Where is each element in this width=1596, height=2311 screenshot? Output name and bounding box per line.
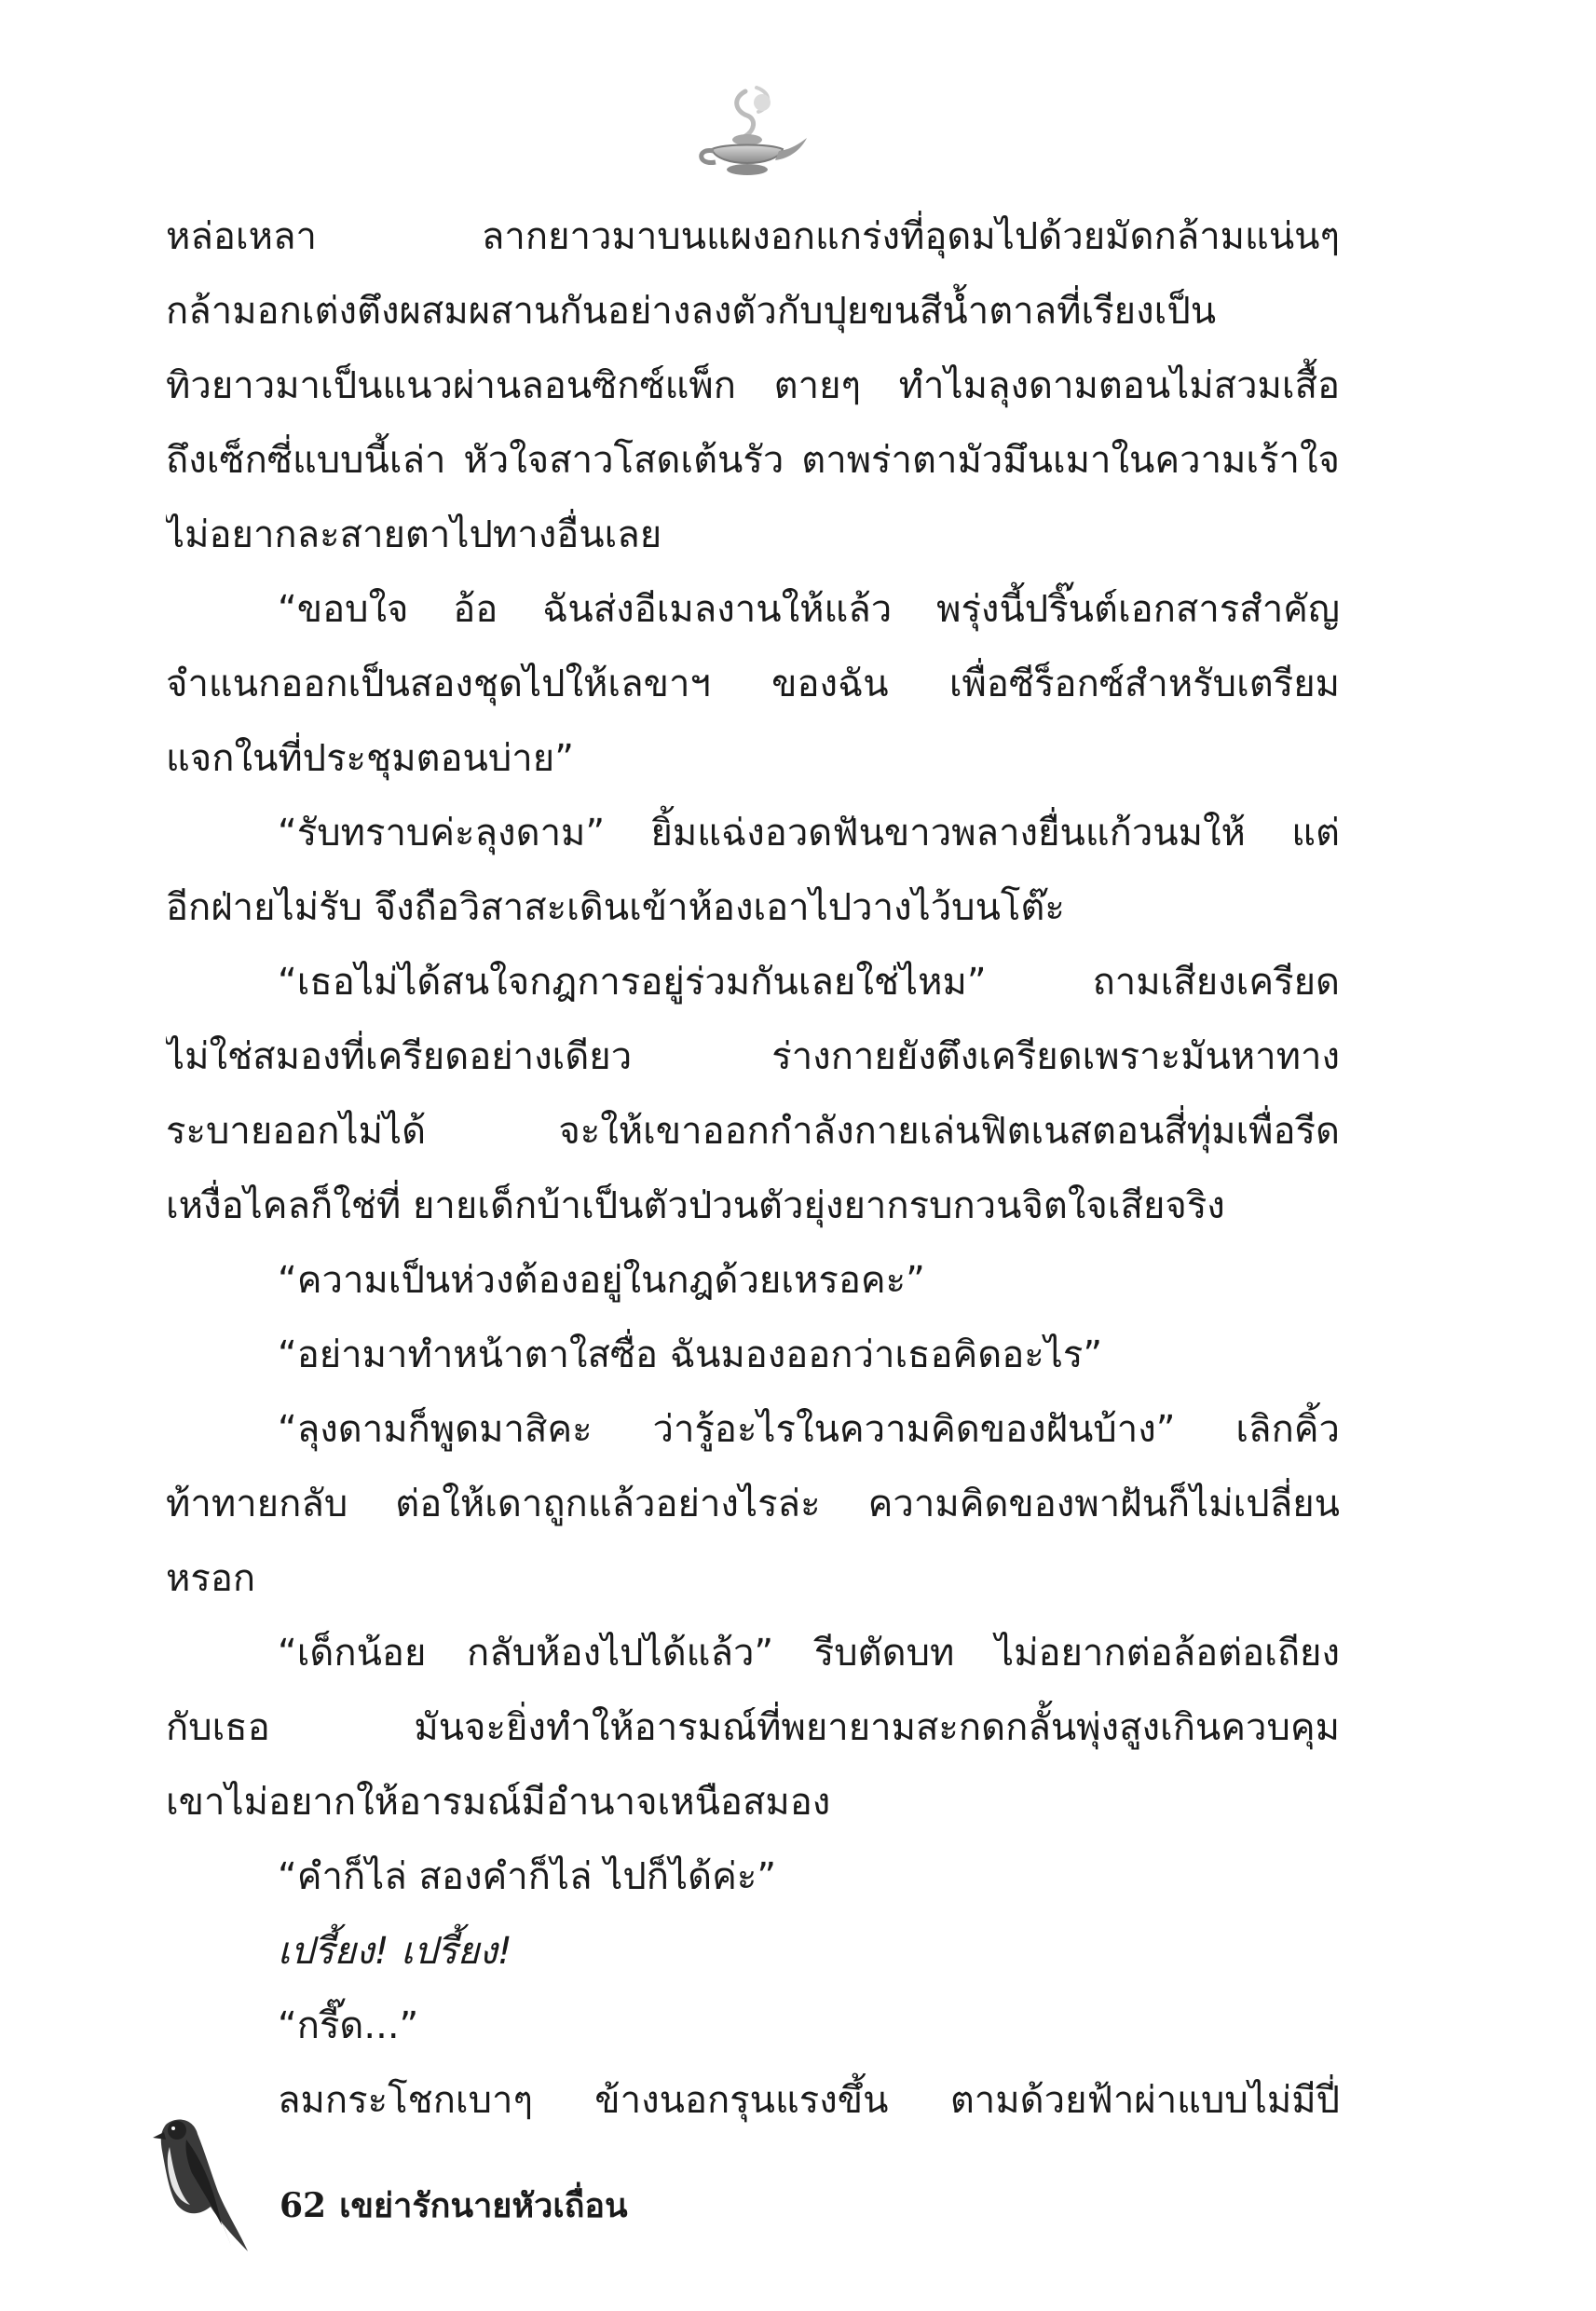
text-line: “ความเป็นห่วงต้องอยู่ในกฎด้วยเหรอคะ”: [278, 1259, 925, 1302]
footer-text: [280, 2179, 628, 2232]
text-line: ไม่อยากละสายตาไปทางอื่นเลย: [166, 513, 662, 556]
book-title: เขย่ารักนายหัวเถื่อน: [339, 2186, 628, 2225]
text-line: “รับทราบค่ะลุงดาม” ยิ้มแฉ่งอวดฟันขาวพลางยื่นแก้วนมให้ แต่: [278, 812, 1340, 855]
page-number: 62: [280, 2186, 327, 2225]
text-line: กับเธอ มันจะยิ่งทำให้อารมณ์ที่พยายามสะกดกลั้นพุ่งสูงเกินควบคุม: [166, 1706, 1340, 1749]
text-line: หรอก: [166, 1557, 256, 1600]
page-footer: [149, 2106, 708, 2255]
text-line: “คำก็ไล่ สองคำก็ไล่ ไปก็ได้ค่ะ”: [278, 1855, 777, 1898]
text-line: เขาไม่อยากให้อารมณ์มีอำนาจเหนือสมอง: [166, 1781, 831, 1824]
text-line: ลมกระโชกเบาๆ ข้างนอกรุนแรงขึ้น ตามด้วยฟ้าผ่าแบบไม่มีปี่: [278, 2079, 1340, 2122]
text-line: อีกฝ่ายไม่รับ จึงถือวิสาสะเดินเข้าห้องเอาไปวางไว้บนโต๊ะ: [166, 886, 1065, 929]
text-line: “ขอบใจ อ้อ ฉันส่งอีเมลงานให้แล้ว พรุ่งนี้ปริ๊นต์เอกสารสำคัญ: [278, 588, 1340, 631]
text-line: เหงื่อไคลก็ใช่ที่ ยายเด็กบ้าเป็นตัวป่วนตัวยุ่งยากรบกวนจิตใจเสียจริง: [166, 1184, 1225, 1227]
text-line: จำแนกออกเป็นสองชุดไปให้เลขาฯ ของฉัน เพื่อซีร็อกซ์สำหรับเตรียม: [166, 663, 1340, 705]
text-line: แจกในที่ประชุมตอนบ่าย”: [166, 737, 574, 780]
swallow-bird-icon: [149, 2106, 252, 2255]
text-line: ถึงเซ็กซี่แบบนี้เล่า หัวใจสาวโสดเต้นรัว ตาพร่าตามัวมึนเมาในความเร้าใจ: [166, 439, 1340, 482]
text-line: ระบายออกไม่ได้ จะให้เขาออกกำลังกายเล่นฟิตเนสตอนสี่ทุ่มเพื่อรีด: [166, 1110, 1340, 1153]
text-line: “เด็กน้อย กลับห้องไปได้แล้ว” รีบตัดบท ไม่อยากต่อล้อต่อเถียง: [278, 1632, 1340, 1675]
text-line: ไม่ใช่สมองที่เครียดอย่างเดียว ร่างกายยังตึงเครียดเพราะมันหาทาง: [166, 1035, 1340, 1078]
genie-lamp-icon: [689, 82, 811, 185]
text-line: หล่อเหลา ลากยาวมาบนแผงอกแกร่งที่อุดมไปด้วยมัดกล้ามแน่นๆ: [166, 215, 1340, 258]
text-line: “ลุงดามก็พูดมาสิคะ ว่ารู้อะไรในความคิดของฝันบ้าง” เลิกคิ้ว: [278, 1408, 1340, 1451]
text-line: เปรี้ยง! เปรี้ยง!: [278, 1930, 512, 1973]
text-line: ทิวยาวมาเป็นแนวผ่านลอนซิกซ์แพ็ก ตายๆ ทำไมลุงดามตอนไม่สวมเสื้อ: [166, 364, 1340, 407]
text-line: ท้าทายกลับ ต่อให้เดาถูกแล้วอย่างไรล่ะ ความคิดของพาฝันก็ไม่เปลี่ยน: [166, 1483, 1340, 1525]
text-line: “เธอไม่ได้สนใจกฎการอยู่ร่วมกันเลยใช่ไหม” ถามเสียงเครียด: [278, 961, 1340, 1004]
text-line: “กรี๊ด...”: [278, 2004, 419, 2047]
text-line: “อย่ามาทำหน้าตาใสซื่อ ฉันมองออกว่าเธอคิดอะไร”: [278, 1333, 1103, 1376]
text-line: กล้ามอกเต่งตึงผสมผสานกันอย่างลงตัวกับปุยขนสีน้ำตาลที่เรียงเป็น: [166, 290, 1217, 333]
body-text: [166, 199, 1340, 2138]
